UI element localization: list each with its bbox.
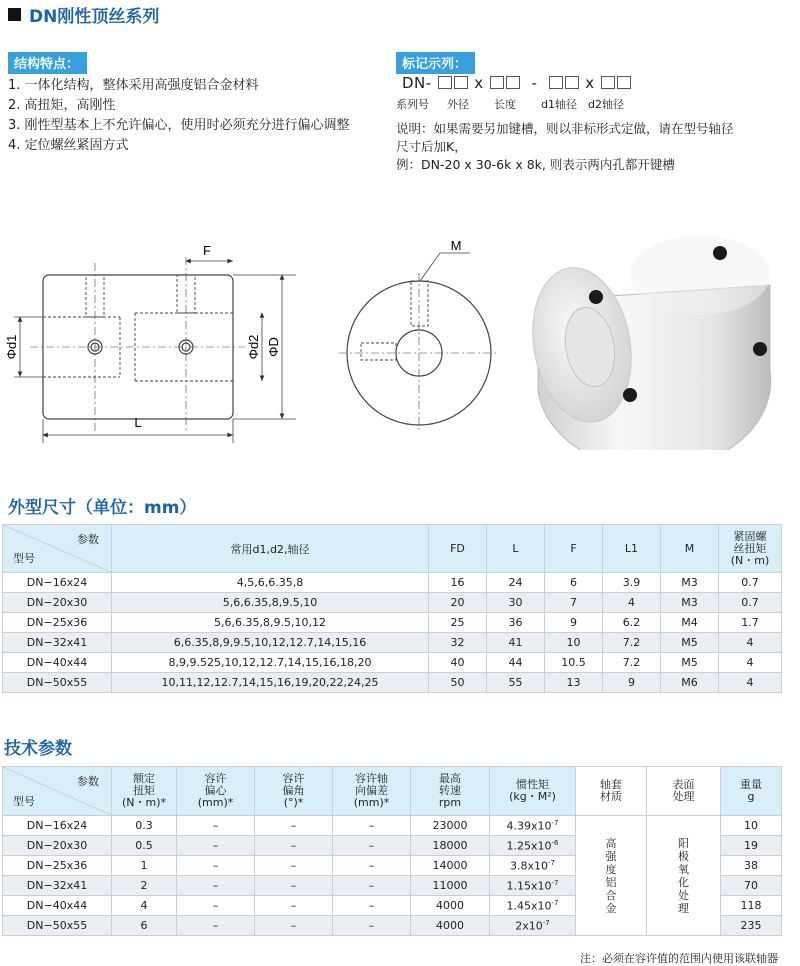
feature-item: 3. 刚性型基本上不允许偏心，使用时必须充分进行偏心调整 bbox=[8, 118, 350, 133]
table-cell: 6.2 bbox=[603, 613, 661, 633]
surface-text: 阳极氧化处理 bbox=[678, 836, 689, 915]
model-x: x bbox=[585, 74, 595, 92]
footer-note: 注：必须在容许值的范围内使用该联轴器 bbox=[580, 952, 778, 965]
header-line: 最高 bbox=[439, 772, 461, 785]
header-line: (mm)* bbox=[353, 796, 390, 809]
header-line: 容许 bbox=[282, 772, 305, 785]
table-cell: – bbox=[255, 916, 333, 936]
surface-cell bbox=[647, 816, 721, 936]
title-square-icon bbox=[8, 8, 21, 21]
table-cell: 0.7 bbox=[719, 593, 782, 613]
header-line: 容许 bbox=[204, 772, 227, 785]
table-cell: 30 bbox=[487, 593, 545, 613]
table-cell: 4 bbox=[719, 673, 782, 693]
table-row bbox=[3, 816, 782, 836]
table-row bbox=[3, 613, 782, 633]
inertia-base: 1.15x10 bbox=[506, 879, 552, 893]
table-cell: 55 bbox=[487, 673, 545, 693]
model-cell: DN−20x30 bbox=[3, 836, 112, 856]
table-cell: – bbox=[177, 836, 255, 856]
table-row bbox=[3, 593, 782, 613]
corner-label-model: 型号 bbox=[13, 795, 35, 808]
marking-label: 系列号 bbox=[396, 98, 429, 111]
front-view bbox=[339, 253, 499, 433]
inertia-exponent: -7 bbox=[551, 898, 559, 907]
inertia-cell bbox=[490, 896, 576, 916]
placeholder-box bbox=[617, 76, 631, 89]
table-row bbox=[3, 573, 782, 593]
table-cell: – bbox=[333, 836, 411, 856]
table-cell: 13 bbox=[545, 673, 603, 693]
column-header bbox=[719, 525, 782, 573]
table-cell: 7.2 bbox=[603, 653, 661, 673]
table-cell: M4 bbox=[661, 613, 719, 633]
table-cell: M5 bbox=[661, 653, 719, 673]
placeholder-box bbox=[601, 76, 615, 89]
table-cell: 0.7 bbox=[719, 573, 782, 593]
column-header: F bbox=[545, 525, 603, 573]
table-cell: 10 bbox=[545, 633, 603, 653]
page-title-text: DN刚性顶丝系列 bbox=[29, 7, 160, 27]
column-header bbox=[177, 767, 255, 816]
table-cell: 41 bbox=[487, 633, 545, 653]
inertia-exponent: -7 bbox=[551, 818, 559, 827]
model-cell: DN−32x41 bbox=[3, 876, 112, 896]
features-list bbox=[8, 76, 350, 156]
inertia-exponent: -7 bbox=[548, 858, 555, 867]
model-dash: - bbox=[531, 74, 538, 92]
placeholder-box bbox=[490, 76, 504, 89]
model-cell: DN−50x55 bbox=[3, 916, 112, 936]
table-cell: – bbox=[333, 856, 411, 876]
table-cell: 0.3 bbox=[112, 816, 177, 836]
column-header bbox=[411, 767, 490, 816]
column-header: L1 bbox=[603, 525, 661, 573]
table-cell: 5,6,6.35,8,9.5,10,12 bbox=[112, 613, 429, 633]
header-line: 表面 bbox=[672, 778, 695, 791]
header-line: 重量 bbox=[740, 778, 762, 791]
column-header bbox=[721, 767, 782, 816]
placeholder-box bbox=[454, 76, 468, 89]
dim-D-label: ΦD bbox=[266, 337, 281, 357]
table-cell: M3 bbox=[661, 593, 719, 613]
inertia-base: 1.45x10 bbox=[506, 899, 552, 913]
table-cell: 70 bbox=[721, 876, 782, 896]
placeholder-box bbox=[438, 76, 452, 89]
header-line: 偏角 bbox=[282, 784, 305, 797]
header-line: 容许轴 bbox=[355, 772, 388, 785]
inertia-cell bbox=[490, 916, 576, 936]
marking-heading: 标记示列： bbox=[396, 52, 475, 74]
marking-note bbox=[396, 120, 734, 174]
header-line: 轴套 bbox=[600, 778, 622, 791]
table-cell: 25 bbox=[429, 613, 487, 633]
table-cell: 44 bbox=[487, 653, 545, 673]
note-line: 尺寸后加K， bbox=[396, 139, 467, 154]
marking-label: 外径 bbox=[447, 98, 469, 111]
table-cell: 7 bbox=[545, 593, 603, 613]
table-cell: 19 bbox=[721, 836, 782, 856]
table-cell: 9 bbox=[603, 673, 661, 693]
column-header bbox=[576, 767, 647, 816]
column-header bbox=[255, 767, 333, 816]
feature-item: 1. 一体化结构，整体采用高强度铝合金材料 bbox=[8, 78, 259, 93]
column-header bbox=[490, 767, 576, 816]
inertia-exponent: -7 bbox=[542, 918, 550, 927]
tech-heading: 技术参数 bbox=[4, 739, 72, 759]
header-line: g bbox=[747, 790, 755, 803]
table-corner-header bbox=[3, 525, 112, 573]
column-header: FD bbox=[429, 525, 487, 573]
dim-d2-label: Φd2 bbox=[246, 334, 261, 360]
inertia-cell bbox=[490, 836, 576, 856]
header-line: (N・m)* bbox=[121, 796, 167, 809]
table-cell: – bbox=[255, 836, 333, 856]
dim-M-label: M bbox=[450, 238, 462, 253]
corner-label-params: 参数 bbox=[77, 775, 99, 788]
table-row bbox=[3, 673, 782, 693]
model-cell: DN−20x30 bbox=[3, 593, 112, 613]
header-line: 丝扭矩 bbox=[733, 541, 767, 555]
table-cell: 7.2 bbox=[603, 633, 661, 653]
table-cell: 6 bbox=[112, 916, 177, 936]
header-line: (°)* bbox=[283, 796, 304, 809]
model-cell: DN−16x24 bbox=[3, 573, 112, 593]
table-cell: 14000 bbox=[411, 856, 490, 876]
model-cell: DN−25x36 bbox=[3, 613, 112, 633]
table-cell: M6 bbox=[661, 673, 719, 693]
table-cell: 4 bbox=[603, 593, 661, 613]
table-cell: 6 bbox=[545, 573, 603, 593]
table-cell: 8,9,9.525,10,12,12.7,14,15,16,18,20 bbox=[112, 653, 429, 673]
table-cell: – bbox=[333, 876, 411, 896]
header-line: rpm bbox=[438, 796, 462, 809]
table-cell: 10,11,12,12.7,14,15,16,19,20,22,24,25 bbox=[112, 673, 429, 693]
placeholder-box bbox=[565, 76, 579, 89]
table-cell: 4 bbox=[112, 896, 177, 916]
table-cell: 235 bbox=[721, 916, 782, 936]
table-cell: 4,5,6,6.35,8 bbox=[112, 573, 429, 593]
table-cell: – bbox=[333, 816, 411, 836]
table-cell: 23000 bbox=[411, 816, 490, 836]
header-line: 偏心 bbox=[204, 784, 227, 797]
note-line: 说明：如果需要另加键槽，则以非标形式定做，请在型号轴径 bbox=[396, 121, 734, 136]
table-cell: 11000 bbox=[411, 876, 490, 896]
table-cell: 1.7 bbox=[719, 613, 782, 633]
placeholder-box bbox=[549, 76, 563, 89]
table-cell: 10.5 bbox=[545, 653, 603, 673]
table-cell: 18000 bbox=[411, 836, 490, 856]
marking-model-code bbox=[402, 74, 632, 92]
table-cell: 2 bbox=[112, 876, 177, 896]
model-cell: DN−40x44 bbox=[3, 896, 112, 916]
model-cell: DN−40x44 bbox=[3, 653, 112, 673]
table-cell: 20 bbox=[429, 593, 487, 613]
header-line: 额定 bbox=[133, 772, 155, 785]
corner-label-model: 型号 bbox=[13, 552, 35, 565]
dim-F-label: F bbox=[203, 243, 211, 258]
table-cell: 118 bbox=[721, 896, 782, 916]
header-line: 扭矩 bbox=[133, 784, 155, 797]
material-cell bbox=[576, 816, 647, 936]
table-cell: – bbox=[255, 876, 333, 896]
table-cell: 50 bbox=[429, 673, 487, 693]
header-line: (mm)* bbox=[197, 796, 234, 809]
table-cell: 9 bbox=[545, 613, 603, 633]
technical-drawing bbox=[0, 235, 800, 450]
inertia-cell bbox=[490, 856, 576, 876]
table-cell: 1 bbox=[112, 856, 177, 876]
tech-table bbox=[2, 766, 782, 936]
column-header: 常用d1,d2,轴径 bbox=[112, 525, 429, 573]
features-heading: 结构特点： bbox=[8, 52, 87, 74]
table-cell: – bbox=[177, 816, 255, 836]
inertia-base: 4.39x10 bbox=[506, 819, 552, 833]
table-cell: – bbox=[255, 896, 333, 916]
model-cell: DN−50x55 bbox=[3, 673, 112, 693]
dim-d1-label: Φd1 bbox=[4, 334, 19, 360]
header-line: 向偏差 bbox=[355, 784, 388, 797]
table-cell: 40 bbox=[429, 653, 487, 673]
feature-item: 2. 高扭矩，高刚性 bbox=[8, 98, 116, 113]
header-line: 紧固螺 bbox=[733, 529, 767, 543]
table-cell: 4 bbox=[719, 653, 782, 673]
model-prefix: DN- bbox=[402, 74, 432, 92]
inertia-exponent: -7 bbox=[551, 878, 559, 887]
inertia-base: 2x10 bbox=[515, 919, 543, 933]
marking-label: 长度 bbox=[494, 98, 516, 111]
dim-L-label: L bbox=[134, 415, 142, 430]
coupling-3d-render bbox=[521, 235, 771, 450]
table-cell: – bbox=[177, 916, 255, 936]
placeholder-box bbox=[506, 76, 520, 89]
marking-label: d1轴径 bbox=[541, 98, 577, 111]
header-line: 惯性矩 bbox=[516, 778, 549, 791]
table-cell: 32 bbox=[429, 633, 487, 653]
header-line: 转速 bbox=[439, 784, 461, 797]
table-cell: 5,6,6.35,8,9.5,10 bbox=[112, 593, 429, 613]
dims-heading: 外型尺寸（单位：mm） bbox=[8, 498, 197, 518]
column-header: M bbox=[661, 525, 719, 573]
inertia-base: 3.8x10 bbox=[510, 859, 549, 873]
column-header bbox=[333, 767, 411, 816]
column-header: L bbox=[487, 525, 545, 573]
model-cell: DN−16x24 bbox=[3, 816, 112, 836]
table-cell: 16 bbox=[429, 573, 487, 593]
table-corner-header bbox=[3, 767, 112, 816]
table-cell: – bbox=[333, 896, 411, 916]
table-cell: 3.9 bbox=[603, 573, 661, 593]
note-line: 例：DN-20 x 30-6k x 8k, 则表示两内孔都开键槽 bbox=[396, 157, 675, 172]
table-cell: M3 bbox=[661, 573, 719, 593]
inertia-cell bbox=[490, 876, 576, 896]
material-text: 高强度铝合金 bbox=[605, 836, 617, 915]
header-line: 材质 bbox=[600, 790, 622, 803]
table-cell: 38 bbox=[721, 856, 782, 876]
inertia-exponent: -6 bbox=[551, 838, 559, 847]
table-cell: 36 bbox=[487, 613, 545, 633]
table-cell: 10 bbox=[721, 816, 782, 836]
table-cell: 4000 bbox=[411, 916, 490, 936]
column-header bbox=[112, 767, 177, 816]
inertia-base: 1.25x10 bbox=[506, 839, 552, 853]
table-cell: 4000 bbox=[411, 896, 490, 916]
dims-table bbox=[2, 524, 782, 693]
table-cell: – bbox=[255, 816, 333, 836]
column-header bbox=[647, 767, 721, 816]
table-cell: – bbox=[333, 916, 411, 936]
table-cell: – bbox=[177, 856, 255, 876]
table-row bbox=[3, 653, 782, 673]
corner-label-params: 参数 bbox=[77, 533, 99, 546]
model-cell: DN−25x36 bbox=[3, 856, 112, 876]
table-row bbox=[3, 633, 782, 653]
marking-label: d2轴径 bbox=[588, 98, 624, 111]
header-line: (N・m) bbox=[730, 553, 770, 567]
header-line: (kg・M²) bbox=[509, 790, 556, 803]
page-title bbox=[8, 2, 159, 27]
header-line: 处理 bbox=[672, 790, 695, 803]
table-cell: – bbox=[177, 876, 255, 896]
model-cell: DN−32x41 bbox=[3, 633, 112, 653]
inertia-cell bbox=[490, 816, 576, 836]
table-cell: – bbox=[255, 856, 333, 876]
table-cell: 0.5 bbox=[112, 836, 177, 856]
table-cell: 4 bbox=[719, 633, 782, 653]
table-cell: M5 bbox=[661, 633, 719, 653]
table-cell: 24 bbox=[487, 573, 545, 593]
table-cell: 6,6.35,8,9,9.5,10,12,12.7,14,15,16 bbox=[112, 633, 429, 653]
feature-item: 4. 定位螺丝紧固方式 bbox=[8, 138, 129, 153]
model-x: x bbox=[474, 74, 484, 92]
table-cell: – bbox=[177, 896, 255, 916]
